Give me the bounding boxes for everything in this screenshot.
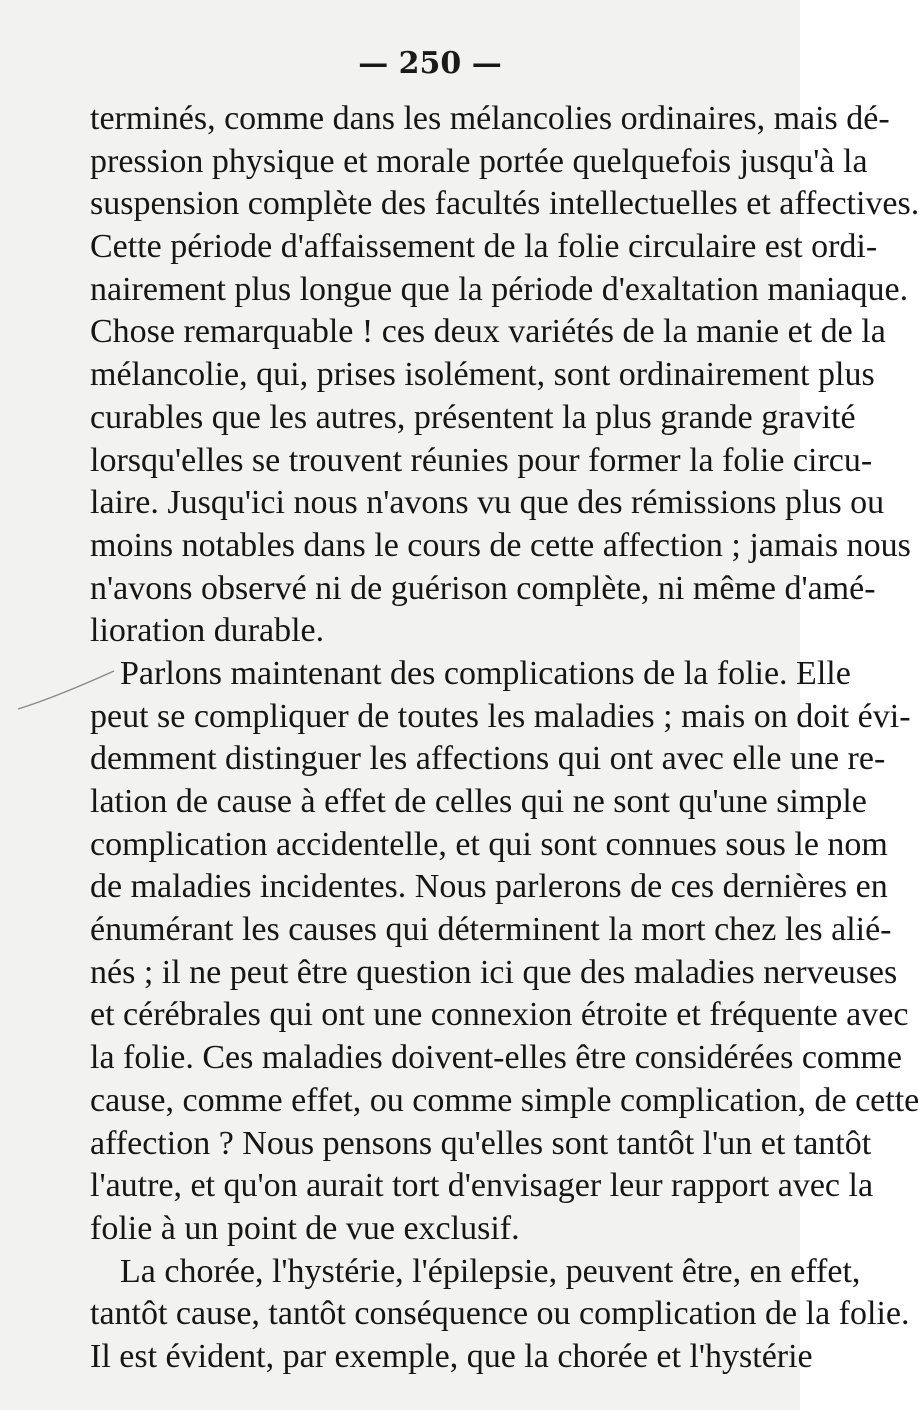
- text-line: complication accidentelle, et qui sont connues sous le nom: [90, 825, 888, 863]
- text-line: Chose remarquable ! ces deux variétés de la manie et de la: [90, 313, 886, 351]
- text-line: La chorée, l'hystérie, l'épilepsie, peuvent être, en effet,: [120, 1252, 861, 1290]
- text-line: l'autre, et qu'on aurait tort d'envisager leur rapport avec la: [90, 1167, 874, 1205]
- text-line: n'avons observé ni de guérison complète, ni même d'amé-: [90, 569, 876, 607]
- text-line: folie à un point de vue exclusif.: [90, 1209, 520, 1247]
- text-line: de maladies incidentes. Nous parlerons de ces dernières en: [90, 868, 888, 906]
- text-line: Parlons maintenant des complications de la folie. Elle: [120, 654, 851, 692]
- text-line: Il est évident, par exemple, que la chorée et l'hystérie: [90, 1337, 813, 1375]
- page-number: — 250 —: [358, 46, 502, 81]
- text-line: énumérant les causes qui déterminent la mort chez les alié-: [90, 911, 892, 949]
- text-line: lioration durable.: [90, 612, 325, 650]
- text-line: demment distinguer les affections qui ont avec elle une re-: [90, 740, 886, 778]
- text-line: curables que les autres, présentent la plus grande gravité: [90, 398, 856, 436]
- text-line: nairement plus longue que la période d'exaltation maniaque.: [90, 270, 909, 308]
- text-line: la folie. Ces maladies doivent-elles être considérées comme: [90, 1039, 902, 1077]
- body-text: [90, 98, 919, 1379]
- text-line: terminés, comme dans les mélancolies ordinaires, mais dé-: [90, 100, 890, 137]
- text-line: suspension complète des facultés intellectuelles et affectives.: [90, 185, 919, 223]
- text-line: lorsqu'elles se trouvent réunies pour former la folie circu-: [90, 441, 873, 479]
- text-line: Cette période d'affaissement de la folie circulaire est ordi-: [90, 228, 878, 266]
- paragraph: [90, 1251, 910, 1379]
- text-line: et cérébrales qui ont une connexion étroite et fréquente avec: [90, 996, 909, 1034]
- text-line: cause, comme effet, ou comme simple complication, de cette: [90, 1081, 919, 1119]
- text-line: nés ; il ne peut être question ici que des maladies nerveuses: [90, 953, 898, 991]
- text-line: lation de cause à effet de celles qui ne sont qu'une simple: [90, 783, 867, 820]
- text-line: peut se compliquer de toutes les maladies ; mais on doit évi-: [90, 697, 911, 735]
- text-line: affection ? Nous pensons qu'elles sont tantôt l'un et tantôt: [90, 1124, 872, 1162]
- text-line: pression physique et morale portée quelquefois jusqu'à la: [90, 142, 868, 180]
- paragraph: [90, 653, 919, 1251]
- paragraph: [90, 98, 919, 653]
- text-line: moins notables dans le cours de cette affection ; jamais nous: [90, 526, 911, 564]
- text-line: laire. Jusqu'ici nous n'avons vu que des rémissions plus ou: [90, 484, 885, 522]
- text-line: mélancolie, qui, prises isolément, sont ordinairement plus: [90, 356, 875, 394]
- text-line: tantôt cause, tantôt conséquence ou complication de la folie.: [90, 1295, 910, 1333]
